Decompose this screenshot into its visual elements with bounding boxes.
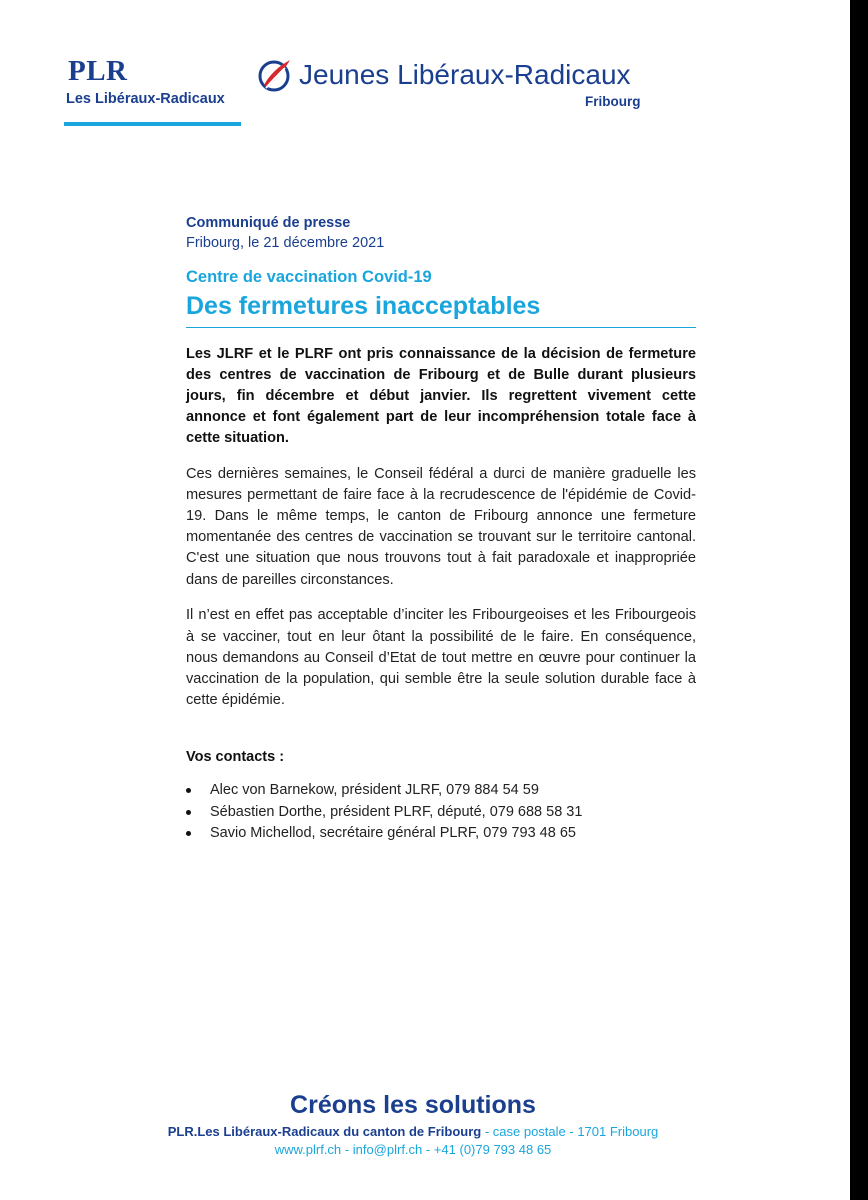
jlr-logo-name: Jeunes Libéraux-Radicaux [299,59,631,90]
contact-text: Alec von Barnekow, président JLRF, 079 884 54 59 [210,782,539,799]
press-release [186,213,696,845]
plr-logo [66,56,225,107]
release-type: Communiqué de presse [186,215,351,231]
body-paragraph: Ces dernières semaines, le Conseil fédéral a durci de manière graduelle les mesures permettant de faire face à la recrudescence de l'épidémie de Covid-19. Dans le même temps, le canton de Fribourg annonce une fermeture momentanée des centres de vaccination se trouvant sur le territoire cantonal. C'est une situation que nous trouvons tout à fait paradoxale et inappropriée dans de pareilles circonstances. [186,465,696,588]
jlr-logo-region: Fribourg [585,94,641,109]
plr-logo-name: Les Libéraux-Radicaux [66,91,225,107]
bullet-icon [186,810,191,815]
list-item [186,780,696,802]
bullet-icon [186,788,191,793]
bullet-icon [186,831,191,836]
footer-slogan: Créons les solutions [290,1091,536,1119]
jlr-swoosh-icon [257,57,293,93]
release-dateline: Fribourg, le 21 décembre 2021 [186,235,385,251]
jlr-logo [257,56,677,116]
contacts-title: Vos contacts : [186,749,285,766]
footer-address [0,1123,826,1141]
release-headline: Des fermetures inacceptables [186,292,541,320]
release-subtitle: Centre de vaccination Covid-19 [186,268,432,286]
list-item [186,823,696,845]
footer-contact-line: www.plrf.ch - info@plrf.ch - +41 (0)79 793 48 65 [274,1142,552,1157]
plr-logo-mark: PLR [68,55,128,87]
headline-divider [186,327,696,328]
footer-org: PLR.Les Libéraux-Radicaux du canton de Fribourg [167,1124,482,1139]
contacts-list [186,780,696,845]
lead-paragraph: Les JLRF et le PLRF ont pris connaissance de la décision de fermeture des centres de vaccination de Fribourg et de Bulle durant plusieurs jours, fin décembre et début janvier. Ils regrettent vivement cette annonce et font également part de leur incompréhension totale face à cette situation. [186,346,696,446]
body-paragraph: Il n’est en effet pas acceptable d’inciter les Fribourgeoises et les Fribourgeois à se vacciner, tout en leur ôtant la possibilité de le faire. En conséquence, nous demandons au Conseil d’Etat de tout mettre en œuvre pour continuer la vaccination de la population, qui semble être la seule solution durable face à cette épidémie. [186,607,696,709]
list-item [186,802,696,824]
contact-text: Sébastien Dorthe, président PLRF, député, 079 688 58 31 [210,803,583,820]
plr-logo-underline [64,122,241,126]
page-footer [0,1089,826,1159]
contact-text: Savio Michellod, secrétaire général PLRF, 079 793 48 65 [210,825,576,842]
footer-postal: - case postale - 1701 Fribourg [481,1124,659,1139]
